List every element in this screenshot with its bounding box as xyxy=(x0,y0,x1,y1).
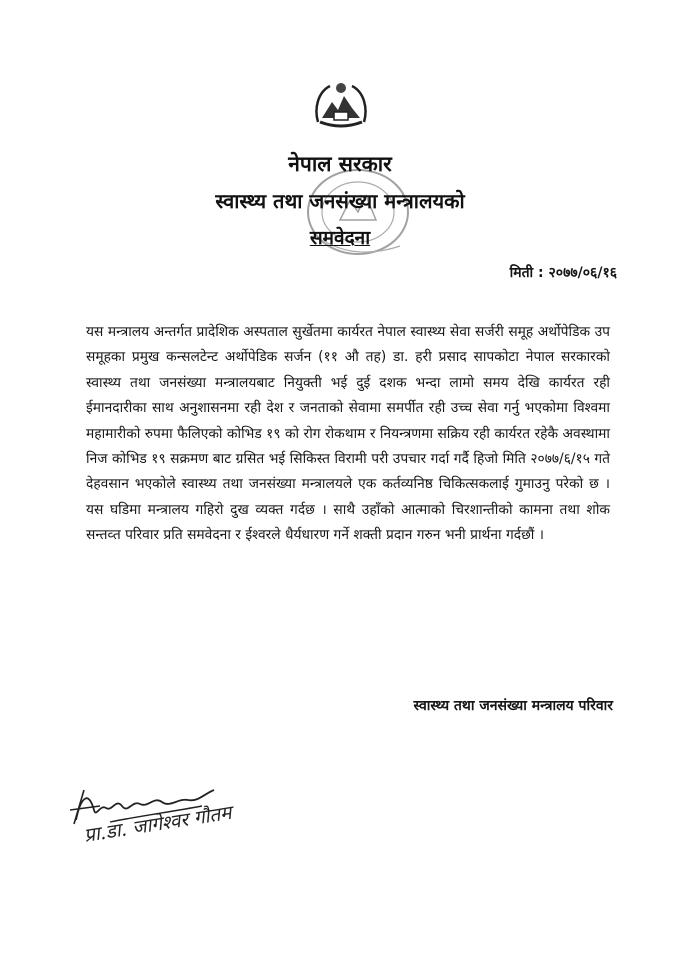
signer-name: प्रा.डा. जागेश्वर गौतम xyxy=(82,801,233,847)
letterhead-government: नेपाल सरकार xyxy=(288,152,392,176)
nepal-government-emblem-icon xyxy=(312,78,370,130)
date-value: २०७७/०६/१६ xyxy=(548,265,617,281)
date-label: मिती : xyxy=(509,265,544,281)
letter-body: यस मन्त्रालय अन्तर्गत प्रादेशिक अस्पताल सुर्खेतमा कार्यरत नेपाल स्वास्थ्य सेवा सर्जरी समूह अर्थोपेडिक उप समूहका प्रमुख कन्सलटेन्ट अर्थोपेडिक सर्जन (११ औ तह) डा. हरी प्रसाद सापकोटा नेपाल सरकारको स्वास्थ्य तथा जनसंख्या मन्त्रालयबाट नियुक्ती भई दुई दशक भन्दा लामो समय देखि कार्यरत रही ईमानदारीका साथ अनुशासनमा रही देश र जनताको सेवामा समर्पीत रही उच्च सेवा गर्नु भएकोमा विश्वमा महामारीको रुपमा फैलिएको कोभिड १९ को रोग रोकथाम र नियन्त्रणमा सक्रिय रही कार्यरत रहेकै अवस्थामा निज कोभिड १९ सक्रमण बाट ग्रसित भई सिकिस्त विरामी परी उपचार गर्दा गर्दै हिजो मिति २०७७/६/१५ गते देहवसान भएकोले स्वास्थ्य तथा जनसंख्या मन्त्रालयले एक कर्तव्यनिष्ठ चिकित्सकलाई गुमाउनु परेको छ । यस घडिमा मन्त्रालय गहिरो दुख व्यक्त गर्दछ । साथै उहाँको आत्माको चिरशान्तीको कामना तथा शोक सन्तव्त परिवार प्रति समवेदना र ईश्वरले धैर्यधारण गर्ने शक्ती प्रदान गरुन भनी प्रार्थना गर्दछौं । xyxy=(86,324,610,544)
letter-title: समवेदना xyxy=(309,227,371,249)
signoff-text: स्वास्थ्य तथा जनसंख्या मन्त्रालय परिवार xyxy=(413,698,613,714)
letterhead-ministry: स्वास्थ्य तथा जनसंख्या मन्त्रालयको xyxy=(215,189,465,213)
date-line xyxy=(510,263,617,282)
